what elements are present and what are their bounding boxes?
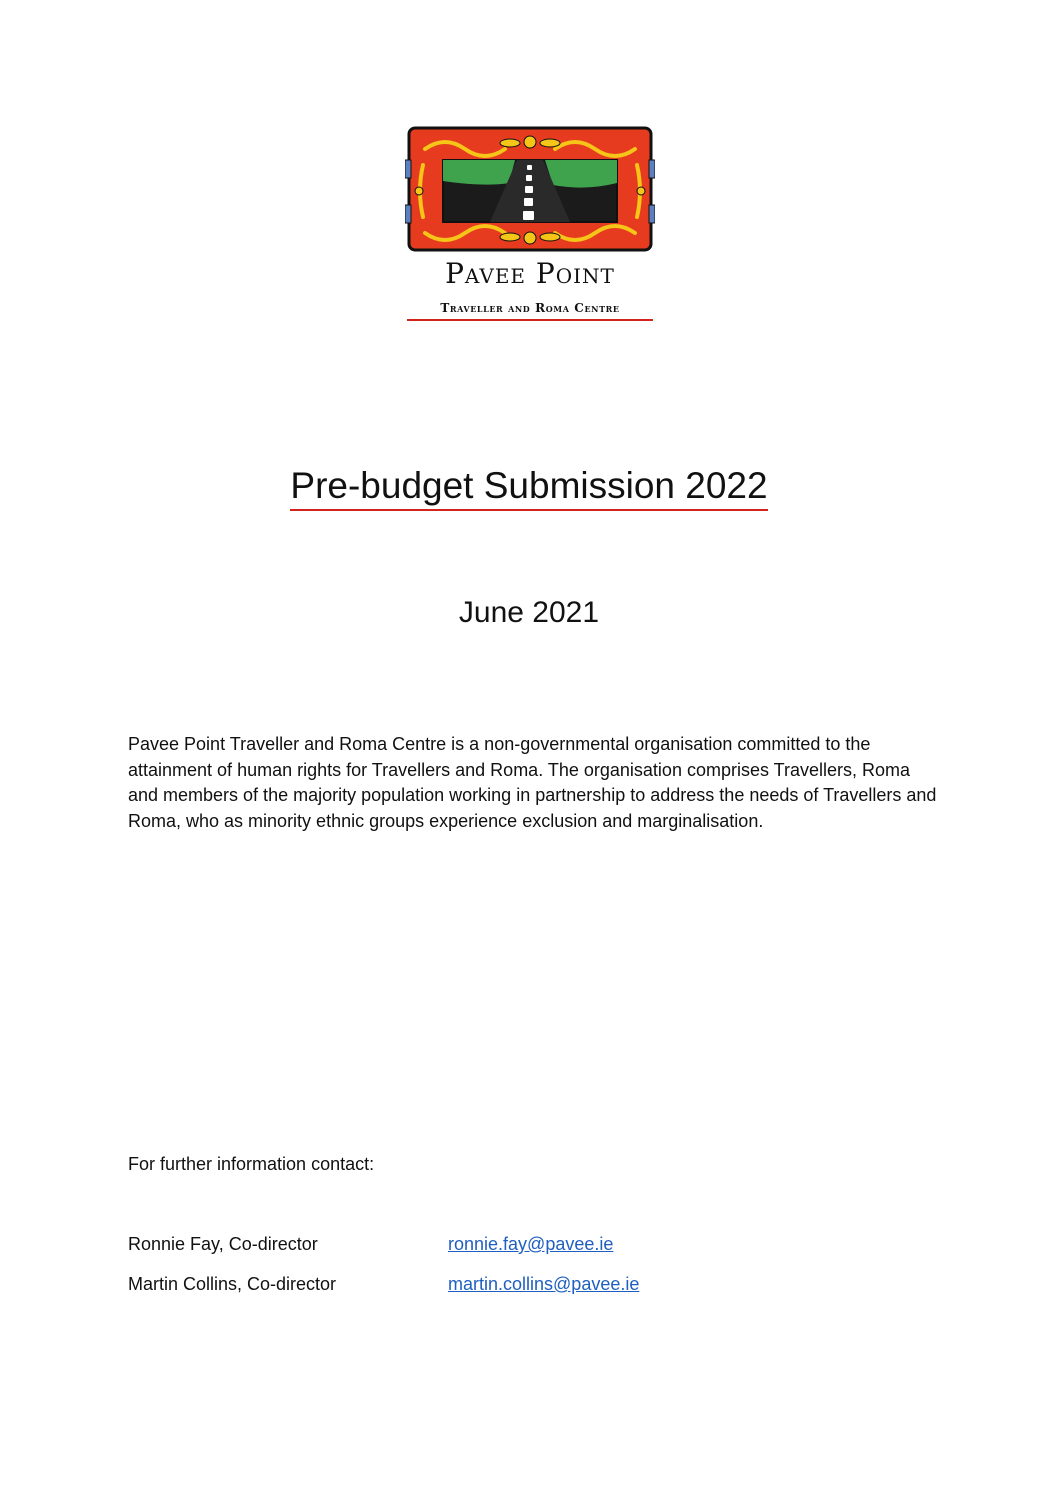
contact-email-link[interactable]: martin.collins@pavee.ie (448, 1274, 640, 1294)
pavee-point-logo (405, 125, 655, 325)
logo-name: Pavee Point (445, 257, 615, 290)
logo-frame-icon (405, 125, 655, 255)
logo-tagline: Traveller and Roma Centre (440, 301, 620, 315)
intro-paragraph: Pavee Point Traveller and Roma Centre is a non-governmental organisation committed to the attainment of human rights for Travellers and Roma. The organisation comprises Travellers, Roma and members of the majority population working in partnership to address the needs of Travellers and Roma, who as minority ethnic groups experience exclusion and marginalisation. (128, 734, 937, 831)
contact-name: Martin Collins, Co-director (128, 1274, 337, 1294)
contact-email-link[interactable]: ronnie.fay@pavee.ie (448, 1234, 614, 1254)
document-date: June 2021 (458, 596, 600, 629)
contact-heading: For further information contact: (128, 1154, 375, 1174)
document-title (0, 465, 1058, 511)
contact-name: Ronnie Fay, Co-director (128, 1234, 318, 1254)
logo-underline (407, 319, 653, 321)
document-title-text: Pre-budget Submission 2022 (290, 465, 767, 511)
